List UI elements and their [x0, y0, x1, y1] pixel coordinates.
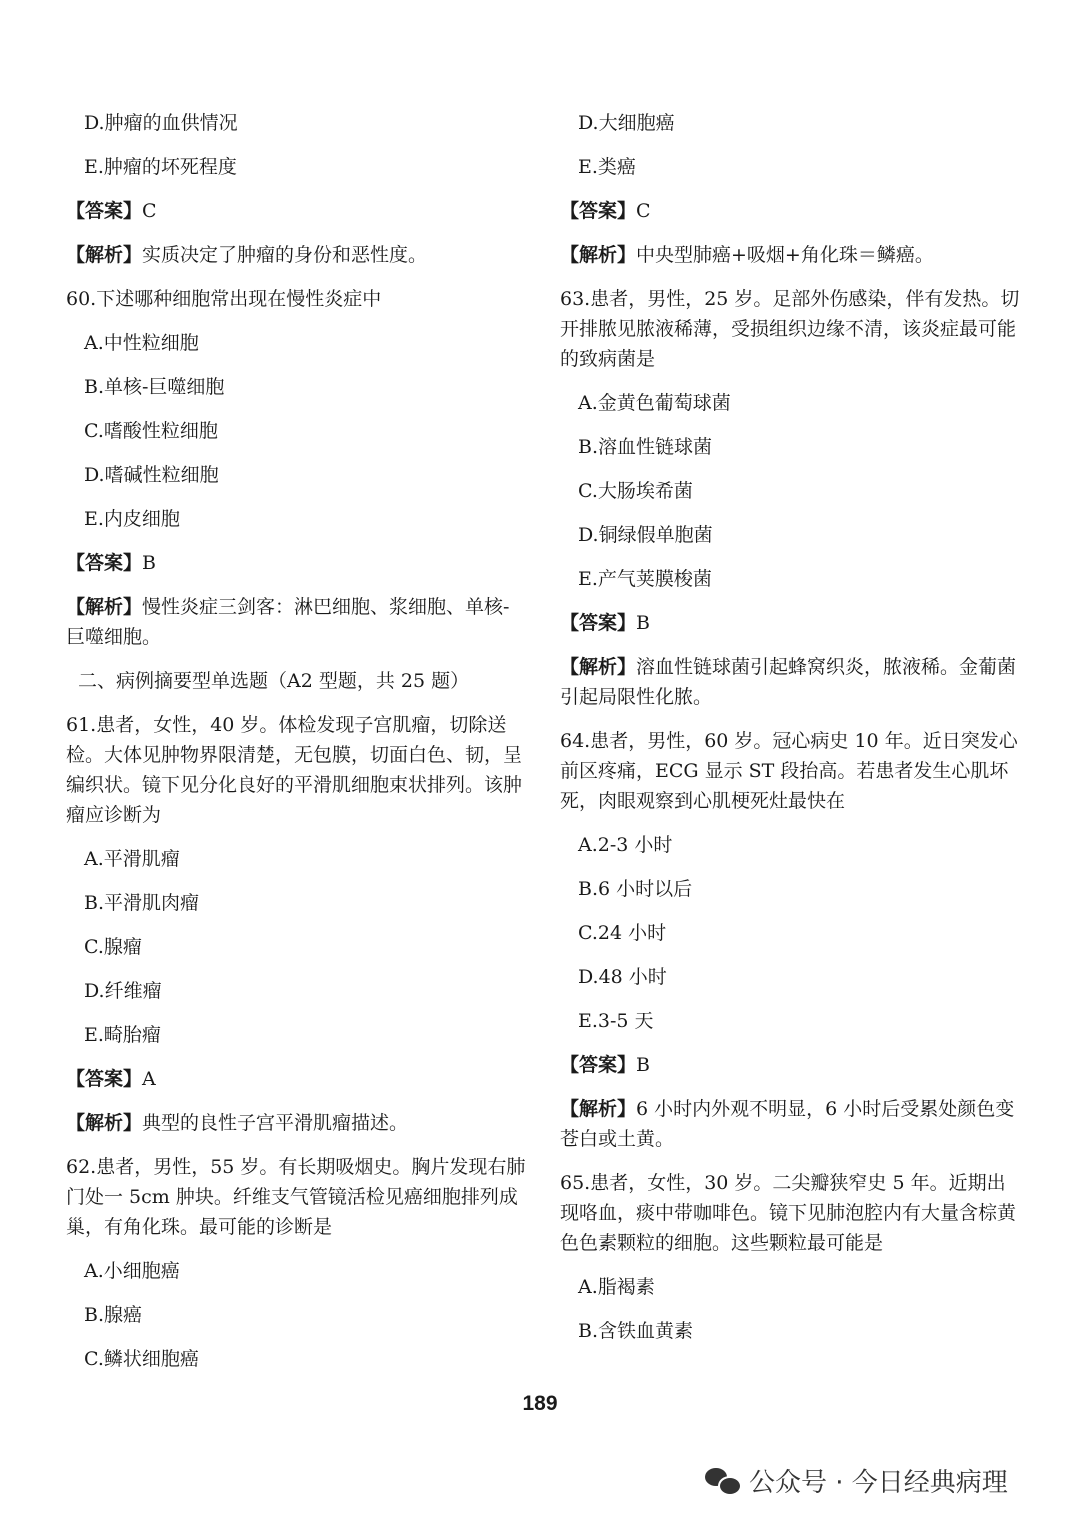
- answer-line: [66, 548, 526, 578]
- option-line: C.24 小时: [578, 922, 667, 944]
- option-line: A.平滑肌瘤: [84, 848, 180, 870]
- watermark: [705, 1462, 1008, 1499]
- answer-line: [560, 608, 1020, 638]
- answer-text: B: [636, 1054, 650, 1076]
- wechat-icon: [705, 1466, 741, 1496]
- answer-line: [66, 196, 526, 226]
- answer-tag: 【答案】: [66, 200, 143, 222]
- answer-text: 慢性炎症三剑客：淋巴细胞、浆细胞、单核-巨噬细胞。: [66, 596, 510, 648]
- explanation-line: [560, 1094, 1020, 1154]
- option-line: B.单核-巨噬细胞: [84, 376, 225, 398]
- option-line: A.小细胞癌: [84, 1260, 180, 1282]
- answer-tag: 【答案】: [560, 612, 637, 634]
- right-column: [560, 108, 1020, 1360]
- option-line: E.类癌: [578, 156, 636, 178]
- option-line: B.平滑肌肉瘤: [84, 892, 200, 914]
- explanation-line: [66, 592, 526, 652]
- option-line: A.脂褐素: [578, 1276, 655, 1298]
- left-column: [66, 108, 526, 1388]
- option-line: D.纤维瘤: [84, 980, 162, 1002]
- question-stem: 60.下述哪种细胞常出现在慢性炎症中: [66, 288, 382, 310]
- answer-tag: 【解析】: [66, 1112, 143, 1134]
- option-line: A.金黄色葡萄球菌: [578, 392, 731, 414]
- answer-tag: 【解析】: [560, 1098, 637, 1120]
- answer-tag: 【答案】: [560, 200, 637, 222]
- answer-text: A: [142, 1068, 156, 1090]
- option-line: E.肿瘤的坏死程度: [84, 156, 237, 178]
- option-line: E.3-5 天: [578, 1010, 654, 1032]
- option-line: B.6 小时以后: [578, 878, 693, 900]
- answer-line: [560, 196, 1020, 226]
- question-stem: 62.患者，男性，55 岁。有长期吸烟史。胸片发现右肺门处一 5cm 肿块。纤维支气管镜活检见癌细胞排列成巢，有角化珠。最可能的诊断是: [66, 1156, 526, 1238]
- option-line: D.嗜碱性粒细胞: [84, 464, 219, 486]
- answer-line: [560, 1050, 1020, 1080]
- answer-text: 溶血性链球菌引起蜂窝织炎，脓液稀。金葡菌引起局限性化脓。: [560, 656, 1017, 708]
- explanation-line: [66, 1108, 526, 1138]
- option-line: E.畸胎瘤: [84, 1024, 161, 1046]
- question-stem: 64.患者，男性，60 岁。冠心病史 10 年。近日突发心前区疼痛，ECG 显示 ST 段抬高。若患者发生心肌坏死，肉眼观察到心肌梗死灶最快在: [560, 730, 1018, 812]
- watermark-text: 公众号 · 今日经典病理: [749, 1468, 1008, 1498]
- answer-tag: 【答案】: [66, 1068, 143, 1090]
- option-line: E.产气荚膜梭菌: [578, 568, 712, 590]
- option-line: B.腺癌: [84, 1304, 143, 1326]
- answer-text: B: [142, 552, 156, 574]
- answer-tag: 【解析】: [560, 244, 637, 266]
- option-line: C.嗜酸性粒细胞: [84, 420, 218, 442]
- explanation-line: [66, 240, 526, 270]
- option-line: C.腺瘤: [84, 936, 142, 958]
- answer-tag: 【答案】: [560, 1054, 637, 1076]
- question-stem: 61.患者，女性，40 岁。体检发现子宫肌瘤，切除送检。大体见肿物界限清楚，无包膜，切面白色、韧，呈编织状。镜下见分化良好的平滑肌细胞束状排列。该肿瘤应诊断为: [66, 714, 523, 826]
- answer-text: B: [636, 612, 650, 634]
- answer-tag: 【解析】: [66, 596, 143, 618]
- answer-text: C: [636, 200, 651, 222]
- answer-text: C: [142, 200, 157, 222]
- option-line: D.48 小时: [578, 966, 667, 988]
- option-line: D.肿瘤的血供情况: [84, 112, 238, 134]
- question-stem: 65.患者，女性，30 岁。二尖瓣狭窄史 5 年。近期出现咯血，痰中带咖啡色。镜下见肺泡腔内有大量含棕黄色色素颗粒的细胞。这些颗粒最可能是: [560, 1172, 1017, 1254]
- answer-tag: 【解析】: [66, 244, 143, 266]
- answer-text: 实质决定了肿瘤的身份和恶性度。: [142, 244, 428, 266]
- option-line: D.大细胞癌: [578, 112, 675, 134]
- option-line: B.溶血性链球菌: [578, 436, 713, 458]
- explanation-line: [560, 652, 1020, 712]
- section-heading: 二、病例摘要型单选题（A2 型题，共 25 题）: [78, 670, 470, 692]
- answer-line: [66, 1064, 526, 1094]
- option-line: E.内皮细胞: [84, 508, 180, 530]
- option-line: B.含铁血黄素: [578, 1320, 694, 1342]
- answer-text: 6 小时内外观不明显，6 小时后受累处颜色变苍白或土黄。: [560, 1098, 1015, 1150]
- option-line: A.中性粒细胞: [84, 332, 199, 354]
- page-number: 189: [522, 1392, 558, 1415]
- option-line: C.鳞状细胞癌: [84, 1348, 199, 1370]
- answer-tag: 【解析】: [560, 656, 637, 678]
- question-stem: 63.患者，男性，25 岁。足部外伤感染，伴有发热。切开排脓见脓液稀薄，受损组织边缘不清，该炎症最可能的致病菌是: [560, 288, 1020, 370]
- answer-text: 典型的良性子宫平滑肌瘤描述。: [142, 1112, 409, 1134]
- option-line: D.铜绿假单胞菌: [578, 524, 713, 546]
- answer-text: 中央型肺癌+吸烟+角化珠＝鳞癌。: [636, 244, 934, 266]
- option-line: A.2-3 小时: [578, 834, 673, 856]
- answer-tag: 【答案】: [66, 552, 143, 574]
- option-line: C.大肠埃希菌: [578, 480, 693, 502]
- explanation-line: [560, 240, 1020, 270]
